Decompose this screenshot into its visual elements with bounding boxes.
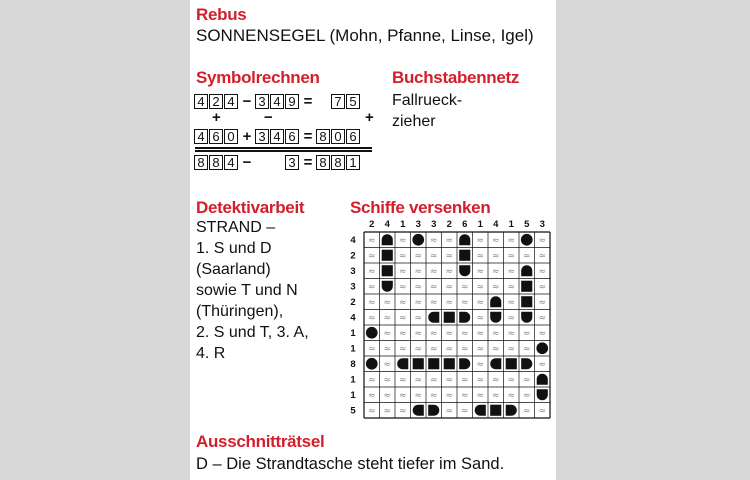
operator-symbol: = — [303, 128, 313, 145]
water-cell: ≈ — [476, 282, 485, 293]
water-cell: ≈ — [383, 313, 392, 324]
water-cell: ≈ — [398, 328, 407, 339]
ship-end-left — [397, 358, 408, 369]
ship-middle — [428, 358, 439, 369]
water-cell: ≈ — [522, 375, 531, 386]
water-cell: ≈ — [460, 328, 469, 339]
water-cell: ≈ — [445, 375, 454, 386]
water-cell: ≈ — [476, 359, 485, 370]
water-cell: ≈ — [507, 282, 516, 293]
row-count: 4 — [350, 235, 356, 247]
row-count: 3 — [350, 266, 356, 278]
water-cell: ≈ — [445, 406, 454, 417]
water-cell: ≈ — [429, 297, 438, 308]
water-cell: ≈ — [507, 344, 516, 355]
water-cell: ≈ — [491, 375, 500, 386]
water-cell: ≈ — [398, 251, 407, 262]
ship-middle — [521, 296, 532, 307]
water-cell: ≈ — [429, 390, 438, 401]
rebus-answer: SONNENSEGEL (Mohn, Pfanne, Linse, Igel) — [196, 26, 534, 45]
column-operator: + — [365, 109, 374, 126]
water-cell: ≈ — [383, 344, 392, 355]
water-cell: ≈ — [383, 375, 392, 386]
ship-end-right — [459, 312, 470, 323]
water-cell: ≈ — [476, 328, 485, 339]
water-cell: ≈ — [491, 282, 500, 293]
solutions-page — [190, 0, 556, 480]
row-count: 1 — [350, 328, 356, 340]
water-cell: ≈ — [507, 390, 516, 401]
ship-middle — [382, 265, 393, 276]
water-cell: ≈ — [398, 235, 407, 246]
water-cell: ≈ — [398, 282, 407, 293]
column-count: 3 — [431, 219, 437, 230]
water-cell: ≈ — [383, 406, 392, 417]
digit-box: 7 — [331, 94, 345, 109]
row-count: 8 — [350, 359, 356, 371]
detektivarbeit-heading: Detektivarbeit — [196, 198, 305, 217]
water-cell: ≈ — [398, 375, 407, 386]
water-cell: ≈ — [507, 328, 516, 339]
water-cell: ≈ — [460, 282, 469, 293]
water-cell: ≈ — [398, 390, 407, 401]
digit-box: 6 — [346, 129, 360, 144]
ship-end-bottom — [382, 281, 393, 292]
ship-single — [366, 327, 378, 339]
water-cell: ≈ — [491, 266, 500, 277]
digit-box: 8 — [316, 155, 330, 170]
column-count: 3 — [539, 219, 545, 230]
column-count: 6 — [462, 219, 468, 230]
water-cell: ≈ — [429, 251, 438, 262]
row-count: 5 — [350, 405, 356, 417]
column-count: 4 — [493, 219, 499, 230]
water-cell: ≈ — [383, 328, 392, 339]
column-operator: − — [264, 109, 273, 126]
digit-box: 1 — [346, 155, 360, 170]
ship-middle — [444, 358, 455, 369]
digit-box: 4 — [270, 94, 284, 109]
equation-row — [194, 154, 361, 171]
digit-box: 3 — [255, 94, 269, 109]
water-cell: ≈ — [445, 328, 454, 339]
water-cell: ≈ — [445, 282, 454, 293]
ship-end-left — [490, 358, 501, 369]
ship-middle — [382, 250, 393, 261]
column-operator: + — [212, 109, 221, 126]
water-cell: ≈ — [538, 266, 547, 277]
water-cell: ≈ — [429, 328, 438, 339]
ship-single — [521, 234, 533, 246]
ship-end-bottom — [537, 389, 548, 400]
water-cell: ≈ — [429, 235, 438, 246]
water-cell: ≈ — [476, 251, 485, 262]
schiffe-heading: Schiffe versenken — [350, 198, 491, 217]
operator-symbol: = — [303, 93, 313, 110]
ship-end-top — [521, 265, 532, 276]
water-cell: ≈ — [460, 375, 469, 386]
ship-end-top — [459, 234, 470, 245]
water-cell: ≈ — [538, 406, 547, 417]
water-cell: ≈ — [538, 297, 547, 308]
water-cell: ≈ — [476, 266, 485, 277]
ship-end-right — [506, 405, 517, 416]
ausschnitt-heading: Ausschnitträtsel — [196, 432, 325, 451]
water-cell: ≈ — [398, 406, 407, 417]
ship-end-left — [475, 405, 486, 416]
digit-box: 6 — [285, 129, 299, 144]
row-count: 1 — [350, 390, 356, 402]
row-count: 2 — [350, 297, 356, 309]
sum-rule — [195, 147, 372, 149]
digit-box: 4 — [224, 94, 238, 109]
water-cell: ≈ — [367, 266, 376, 277]
ship-end-bottom — [490, 312, 501, 323]
equation-row — [194, 93, 361, 110]
digit-box: 2 — [209, 94, 223, 109]
water-cell: ≈ — [429, 375, 438, 386]
water-cell: ≈ — [367, 344, 376, 355]
digit-box: 0 — [224, 129, 238, 144]
ship-middle — [413, 358, 424, 369]
ship-end-bottom — [459, 265, 470, 276]
column-count: 2 — [369, 219, 375, 230]
digit-box: 8 — [194, 155, 208, 170]
operator-symbol: = — [303, 154, 313, 171]
ship-end-right — [521, 358, 532, 369]
column-count: 3 — [415, 219, 421, 230]
equation-row — [194, 128, 361, 145]
water-cell: ≈ — [367, 375, 376, 386]
operator-symbol: − — [242, 154, 252, 171]
ship-middle — [444, 312, 455, 323]
water-cell: ≈ — [367, 406, 376, 417]
column-count: 2 — [446, 219, 452, 230]
water-cell: ≈ — [398, 266, 407, 277]
water-cell: ≈ — [383, 390, 392, 401]
water-cell: ≈ — [414, 390, 423, 401]
water-cell: ≈ — [414, 344, 423, 355]
water-cell: ≈ — [522, 344, 531, 355]
detektivarbeit-line-4: sowie T und N — [196, 282, 298, 299]
row-count: 2 — [350, 250, 356, 262]
column-count: 1 — [477, 219, 483, 230]
water-cell: ≈ — [414, 328, 423, 339]
water-cell: ≈ — [522, 328, 531, 339]
ship-single — [366, 358, 378, 370]
digit-box: 4 — [224, 155, 238, 170]
water-cell: ≈ — [491, 328, 500, 339]
ship-end-right — [428, 405, 439, 416]
ship-end-left — [413, 405, 424, 416]
ship-end-bottom — [521, 312, 532, 323]
water-cell: ≈ — [476, 344, 485, 355]
digit-box: 4 — [194, 94, 208, 109]
water-cell: ≈ — [414, 313, 423, 324]
water-cell: ≈ — [445, 251, 454, 262]
operator-symbol: + — [242, 128, 252, 145]
water-cell: ≈ — [507, 297, 516, 308]
ship-end-top — [382, 234, 393, 245]
water-cell: ≈ — [383, 359, 392, 370]
detektivarbeit-line-3: (Saarland) — [196, 261, 271, 278]
detektivarbeit-line-5: (Thüringen), — [196, 303, 284, 320]
buchstabennetz-line-2: zieher — [392, 113, 436, 130]
sum-rule — [195, 150, 372, 152]
ship-end-left — [428, 312, 439, 323]
water-cell: ≈ — [476, 313, 485, 324]
water-cell: ≈ — [367, 297, 376, 308]
water-cell: ≈ — [522, 390, 531, 401]
water-cell: ≈ — [429, 282, 438, 293]
ship-end-right — [459, 358, 470, 369]
water-cell: ≈ — [460, 297, 469, 308]
water-cell: ≈ — [445, 266, 454, 277]
water-cell: ≈ — [476, 390, 485, 401]
water-cell: ≈ — [538, 313, 547, 324]
water-cell: ≈ — [414, 375, 423, 386]
water-cell: ≈ — [398, 313, 407, 324]
detektivarbeit-line-1: STRAND – — [196, 219, 276, 236]
water-cell: ≈ — [414, 297, 423, 308]
water-cell: ≈ — [429, 344, 438, 355]
digit-box: 8 — [316, 129, 330, 144]
row-count: 3 — [350, 281, 356, 293]
water-cell: ≈ — [367, 313, 376, 324]
water-cell: ≈ — [491, 344, 500, 355]
water-cell: ≈ — [507, 313, 516, 324]
digit-box: 9 — [285, 94, 299, 109]
water-cell: ≈ — [367, 282, 376, 293]
water-cell: ≈ — [460, 344, 469, 355]
water-cell: ≈ — [445, 235, 454, 246]
water-cell: ≈ — [538, 328, 547, 339]
buchstabennetz-heading: Buchstabennetz — [392, 68, 520, 87]
water-cell: ≈ — [445, 344, 454, 355]
water-cell: ≈ — [367, 251, 376, 262]
row-count: 4 — [350, 312, 356, 324]
water-cell: ≈ — [476, 235, 485, 246]
ship-single — [536, 342, 548, 354]
water-cell: ≈ — [507, 375, 516, 386]
operator-symbol: − — [242, 93, 252, 110]
water-cell: ≈ — [476, 375, 485, 386]
column-count: 4 — [384, 219, 390, 230]
ship-middle — [490, 405, 501, 416]
water-cell: ≈ — [367, 235, 376, 246]
water-cell: ≈ — [491, 390, 500, 401]
ship-middle — [459, 250, 470, 261]
water-cell: ≈ — [367, 390, 376, 401]
water-cell: ≈ — [460, 390, 469, 401]
ship-end-top — [490, 296, 501, 307]
water-cell: ≈ — [507, 251, 516, 262]
water-cell: ≈ — [507, 235, 516, 246]
water-cell: ≈ — [522, 406, 531, 417]
digit-box: 4 — [194, 129, 208, 144]
empty-cell — [270, 155, 285, 170]
water-cell: ≈ — [491, 251, 500, 262]
ship-middle — [521, 281, 532, 292]
column-count: 1 — [400, 219, 406, 230]
water-cell: ≈ — [445, 390, 454, 401]
detektivarbeit-line-7: 4. R — [196, 345, 226, 362]
water-cell: ≈ — [383, 297, 392, 308]
water-cell: ≈ — [429, 266, 438, 277]
empty-cell — [255, 155, 270, 170]
buchstabennetz-line-1: Fallrueck- — [392, 92, 463, 109]
water-cell: ≈ — [538, 251, 547, 262]
water-cell: ≈ — [476, 297, 485, 308]
water-cell: ≈ — [398, 297, 407, 308]
empty-cell — [316, 94, 331, 109]
water-cell: ≈ — [522, 251, 531, 262]
water-cell: ≈ — [538, 359, 547, 370]
rebus-heading: Rebus — [196, 5, 247, 24]
digit-box: 0 — [331, 129, 345, 144]
digit-box: 3 — [285, 155, 299, 170]
ship-single — [412, 234, 424, 246]
ausschnitt-answer: D – Die Strandtasche steht tiefer im Sand. — [196, 455, 505, 473]
row-count: 1 — [350, 343, 356, 355]
water-cell: ≈ — [445, 297, 454, 308]
battleship-grid — [346, 216, 552, 421]
detektivarbeit-line-2: 1. S und D — [196, 240, 272, 257]
water-cell: ≈ — [414, 266, 423, 277]
water-cell: ≈ — [414, 282, 423, 293]
row-count: 1 — [350, 374, 356, 386]
digit-box: 6 — [209, 129, 223, 144]
water-cell: ≈ — [491, 235, 500, 246]
water-cell: ≈ — [460, 406, 469, 417]
water-cell: ≈ — [414, 251, 423, 262]
detektivarbeit-line-6: 2. S und T, 3. A, — [196, 324, 309, 341]
digit-box: 3 — [255, 129, 269, 144]
digit-box: 4 — [270, 129, 284, 144]
digit-box: 8 — [209, 155, 223, 170]
ship-end-top — [537, 374, 548, 385]
water-cell: ≈ — [538, 235, 547, 246]
ship-middle — [506, 358, 517, 369]
column-count: 1 — [508, 219, 514, 230]
column-count: 5 — [524, 219, 530, 230]
digit-box: 8 — [331, 155, 345, 170]
water-cell: ≈ — [538, 282, 547, 293]
water-cell: ≈ — [507, 266, 516, 277]
symbolrechnen-heading: Symbolrechnen — [196, 68, 320, 87]
water-cell: ≈ — [398, 344, 407, 355]
digit-box: 5 — [346, 94, 360, 109]
